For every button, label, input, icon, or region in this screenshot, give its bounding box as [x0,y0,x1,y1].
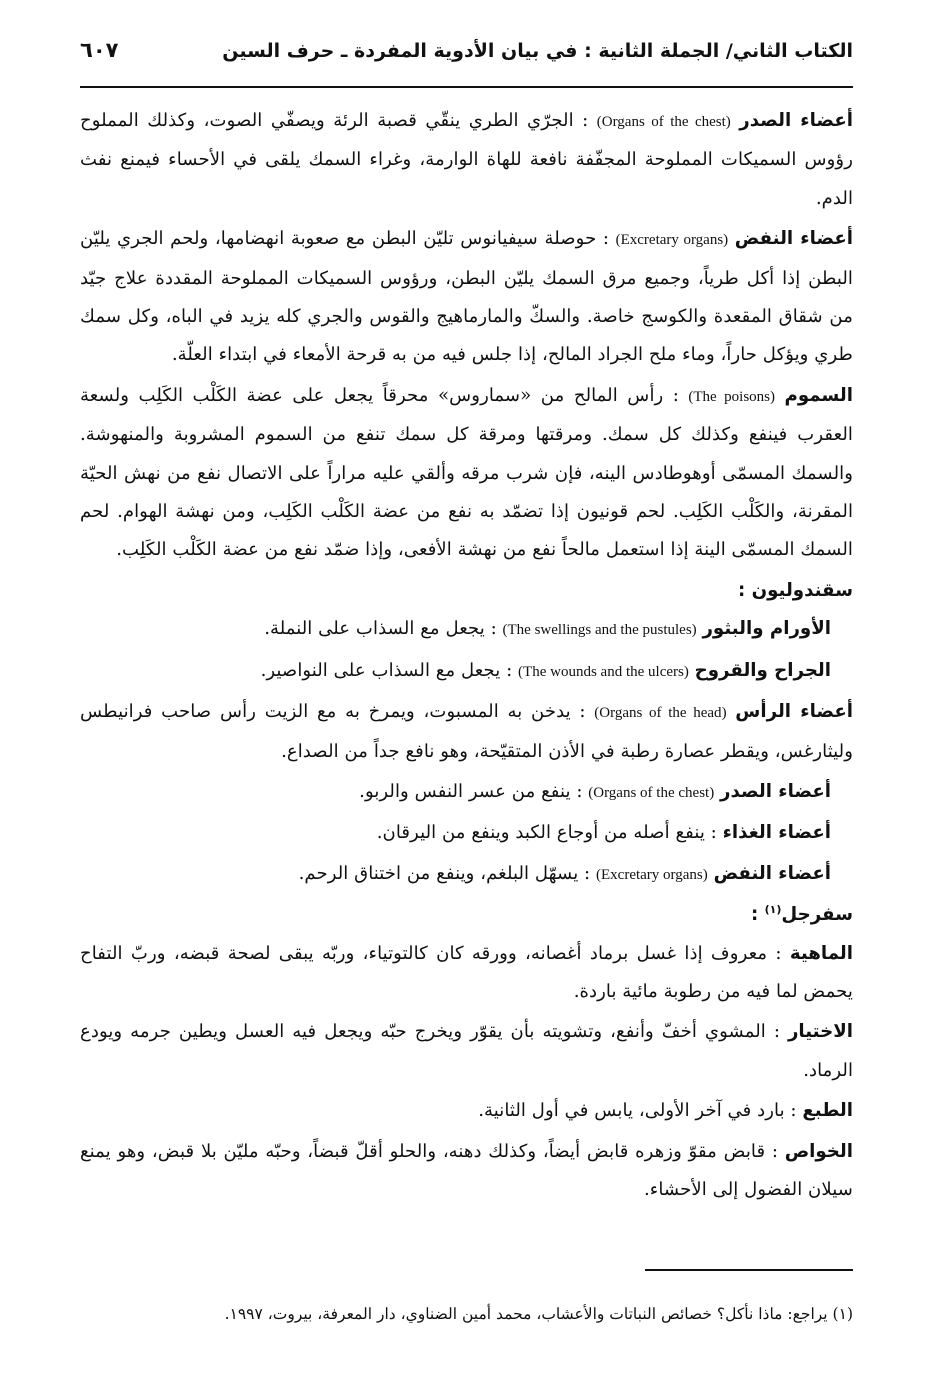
entry-term: أعضاء النفض [734,228,853,250]
entry-english: (Organs of the chest) [596,114,731,130]
entry-term: الطبع [802,1100,853,1122]
page-body [80,88,853,1209]
entry-term: أعضاء الصدر [720,780,831,802]
entry-english: (Organs of the chest) [588,784,715,801]
entry-text: : معروف إذا غسل برماد أغصانه، وورقه كان كالتوتياء، وربّه يبقى لصحة قبضه، وربّ التفاح يحمض لما فيه من رطوبة مائية باردة. [80,942,853,1002]
entry-text: : يجعل مع السذاب على النملة. [264,618,497,640]
paragraph-nature [80,1092,853,1130]
page-number: ٦٠٧ [80,38,119,62]
entry-term: أعضاء الصدر [739,110,853,131]
running-head: الكتاب الثاني/ الجملة الثانية : في بيان الأدوية المفردة ـ حرف السين [222,40,853,62]
paragraph-essence [80,935,853,1012]
paragraph-excretory-1 [80,220,853,375]
paragraph-chest-2 [80,773,853,812]
entry-text: : رأس المالح من «سماروس» محرقاً يجعل على عضة الكَلْب الكَلِب ولسعة العقرب فينفع وكذلك كل سمك. ومرقتها ومرقة كل سمك تنفع من السموم المشروبة والمنهوشة. والسمك المسمّى أوهوطادس الينه، فإن شرب مرقه وألقي عليه مراراً على الاتصال نفع من نهش الحيّة المقرنة، والكَلْب الكَلِب. لحم قونيون إذا تضمّد به نفع من عضة الكَلْب الكَلِب، ومن نهشة الهوام. لحم السمك المسمّى الينة إذا استعمل مالحاً نفع من نهشة الأفعى، وإذا ضمّد نفع من عضة الكَلْب الكَلِب. [80,384,853,561]
entry-text: : ينفع أصله من أوجاع الكبد وينفع من اليرقان. [376,822,717,844]
paragraph-properties [80,1133,853,1210]
entry-term: الجراح والقروح [694,659,831,681]
page-header [80,38,853,88]
entry-english: (Organs of the head) [594,705,727,722]
entry-text: : ينفع من عسر النفس والربو. [359,780,583,802]
entry-english: (The wounds and the ulcers) [518,663,689,680]
entry-text: : يدخن به المسبوت، ويمرخ به مع الزيت رأس صاحب فرانيطس وليثارغس، ويقطر عصارة رطبة في الأذن المتقيّحة، وهو نافع جداً من الصداع. [80,701,853,762]
paragraph-selection [80,1013,853,1090]
entry-term: أعضاء الرأس [735,701,853,723]
entry-text: : قابض مقوّ وزهره قابض أيضاً، وكذلك دهنه، والحلو أقلّ قبضاً، وحبّه مليّن بلا قبض، وهو يمنع سيلان الفضول إلى الأحشاء. [80,1140,853,1200]
section-heading-safarjal [80,896,853,934]
paragraph-wounds [80,652,853,691]
entry-term: الماهية [789,942,853,964]
entry-term: الخواص [784,1140,853,1162]
entry-term: الاختيار [787,1021,853,1043]
entry-term: السموم [784,384,853,406]
paragraph-excretory-2 [80,855,853,894]
entry-english: (Excretary organs) [596,866,708,883]
entry-english: (The poisons) [688,388,776,405]
entry-term: الأورام والبثور [702,618,831,640]
entry-term: أعضاء الغذاء [722,822,831,844]
footnote-divider [645,1269,853,1271]
entry-text: : بارد في آخر الأولى، يابس في أول الثانية. [478,1100,797,1122]
book-page [80,38,853,1345]
footnote: (١) يراجع: ماذا نأكل؟ خصائص النباتات والأعشاب، محمد أمين الضناوي، دار المعرفة، بيروت، ١٩٩٧. [224,1305,853,1323]
entry-term: أعضاء النفض [713,862,831,884]
paragraph-chest-1 [80,102,853,218]
paragraph-swellings [80,610,853,649]
entry-text: : حوصلة سيفيانوس تليّن البطن مع صعوبة انهضامها، ولحم الجري يليّن البطن إذا أكل طرياً، وجميع مرق السمك يليّن البطن، ورؤوس السميكات المملوحة المقددة علاج جيّد من شقاق المقعدة والكوسج خاصة. والسكّ والمارماهيج والقوس والجري كله يزيد في الباه، وكل سمك طري ويؤكل حاراً، وماء ملح الجراد المالح، إذا جلس فيه من به قرحة الأمعاء في ابتداء العلّة. [80,228,853,366]
entry-english: (The swellings and the pustules) [502,622,697,639]
entry-text: : الجرّي الطري ينقّي قصبة الرئة ويصفّي الصوت، وكذلك المملوح رؤوس السميكات المملوحة المجفّفة نافعة للهاة الوارمة، وغراء السمك يلقى في الأحساء فيمنع نفث الدم. [80,110,853,209]
entry-text: : المشوي أخفّ وأنفع، وتشويته بأن يقوّر ويخرج حبّه ويجعل فيه العسل ويطين جرمه ويودع الرماد. [80,1021,853,1081]
heading-text: سفرجل [781,904,853,926]
heading-colon: : [750,904,765,926]
paragraph-nutrition [80,814,853,852]
paragraph-poisons [80,377,853,570]
footnote-marker: (١) [764,903,782,917]
section-heading-saqandulyun: سقندوليون : [738,579,853,601]
paragraph-head [80,693,853,771]
entry-text: : يجعل مع السذاب على النواصير. [260,659,513,681]
entry-english: (Excretary organs) [615,232,729,249]
entry-text: : يسهّل البلغم، وينفع من اختناق الرحم. [298,862,591,884]
